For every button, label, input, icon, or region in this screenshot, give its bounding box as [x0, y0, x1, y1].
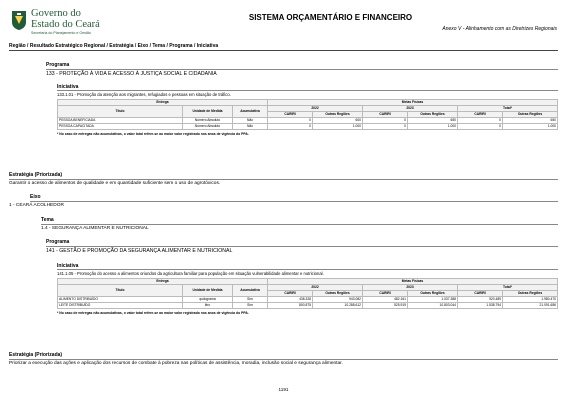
- cell-value: 1.000: [503, 124, 558, 130]
- estrategia-label: Estratégia (Priorizada): [9, 172, 558, 180]
- logo-text-line1: Governo do: [31, 8, 81, 19]
- metas-table: [57, 99, 558, 130]
- header-outras: Outras Regiões: [313, 112, 363, 118]
- iniciativa-value: 141.1.05 - Promoção do acesso a alimentos oriundos da agricultura familiar para população em situação vulnerabilidade alimentar e nutricional.: [57, 270, 324, 276]
- cell-value: 438.328: [268, 297, 313, 303]
- header-cariri: CARIRI: [268, 291, 313, 297]
- cell-acumulativa: Sim: [233, 297, 268, 303]
- cell-titulo: LEITE DISTRIBUÍDO: [58, 303, 183, 309]
- header-outras: Outras Regiões: [503, 112, 558, 118]
- metas-table: [57, 278, 558, 309]
- programa-label: Programa: [46, 239, 558, 247]
- cell-value: 1.980.470: [503, 297, 558, 303]
- page-title: SISTEMA ORÇAMENTÁRIO E FINANCEIRO: [248, 13, 413, 22]
- cell-value: 0: [268, 124, 313, 130]
- logo-text-line2: Estado do Ceará: [31, 19, 100, 30]
- programa-section-133: [46, 62, 558, 77]
- header-2023: 2023: [363, 106, 458, 112]
- header-entrega: Entrega: [58, 279, 268, 285]
- header-cariri: CARIRI: [458, 291, 503, 297]
- header-entrega: Entrega: [58, 100, 268, 106]
- cell-value: 0: [458, 124, 503, 130]
- eixo-section: [9, 194, 558, 209]
- cell-value: 10.803.044: [408, 303, 458, 309]
- header-outras: Outras Regiões: [313, 291, 363, 297]
- estrategia-section-2: [9, 352, 558, 367]
- estrategia-value: Garantir o acesso de alimentos de qualidade e em quantidade suficiente sem o uso de agrotóxicos.: [9, 180, 221, 186]
- tema-value: 1.4 - SEGURANÇA ALIMENTAR E NUTRICIONAL: [41, 225, 149, 231]
- cell-unidade: Número Absoluto: [183, 118, 233, 124]
- iniciativa-block-141: [57, 263, 558, 315]
- cell-value: 0: [363, 118, 408, 124]
- table-row: [58, 124, 558, 130]
- programa-label: Programa: [46, 62, 558, 70]
- cell-unidade: Número Absoluto: [183, 124, 233, 130]
- cell-unidade: litro: [183, 303, 233, 309]
- header-metas: Metas Físicas: [268, 279, 558, 285]
- header-2022: 2022: [268, 106, 363, 112]
- cell-value: 600: [313, 118, 363, 124]
- tema-label: Tema: [41, 217, 558, 225]
- cell-value: 10.288.612: [313, 303, 363, 309]
- header-2023: 2023: [363, 285, 458, 291]
- cell-value: 650: [503, 118, 558, 124]
- cell-value: 1.538.794: [458, 303, 503, 309]
- cell-titulo: PESSOA BENEFICIADA: [58, 118, 183, 124]
- header-cariri: CARIRI: [363, 291, 408, 297]
- page-subtitle: Anexo V - Alinhamento com as Diretrizes Regionais: [442, 26, 557, 32]
- header-total: Total*: [458, 106, 558, 112]
- programa-value: 141 - GESTÃO E PROMOÇÃO DA SEGURANÇA ALIMENTAR E NUTRICIONAL: [46, 247, 233, 254]
- cell-value: 0: [363, 124, 408, 130]
- header-cariri: CARIRI: [268, 112, 313, 118]
- cell-value: 1.000: [408, 124, 458, 130]
- header-titulo: Título: [58, 285, 183, 297]
- header-2022: 2022: [268, 285, 363, 291]
- cell-value: 0: [268, 118, 313, 124]
- table-note: * No caso de entregas não acumulativas, o valor total refere-se ao maior valor registrado nos anos de vigência do PPA.: [57, 131, 249, 136]
- cell-value: 0: [458, 118, 503, 124]
- cell-value: 800.875: [268, 303, 313, 309]
- breadcrumb-divider: [9, 50, 558, 51]
- page-number: 1191: [278, 387, 289, 392]
- cell-value: 525.919: [363, 303, 408, 309]
- cell-value: 920.489: [458, 297, 503, 303]
- header-cariri: CARIRI: [458, 112, 503, 118]
- iniciativa-label: Iniciativa: [57, 263, 558, 270]
- programa-section-141: [46, 239, 558, 254]
- estrategia-section-1: [9, 172, 558, 187]
- header-unidade: Unidade de Medida: [183, 106, 233, 118]
- iniciativa-label: Iniciativa: [57, 84, 558, 91]
- estrategia-label: Estratégia (Priorizada): [9, 352, 558, 360]
- header-acumulativa: Acumulativa: [233, 106, 268, 118]
- header-metas: Metas Físicas: [268, 100, 558, 106]
- table-note: * No caso de entregas não acumulativas, o valor total refere-se ao maior valor registrado nos anos de vigência do PPA.: [57, 310, 249, 315]
- header-cariri: CARIRI: [363, 112, 408, 118]
- header-outras: Outras Regiões: [503, 291, 558, 297]
- header-outras: Outras Regiões: [408, 291, 458, 297]
- tema-section: [41, 217, 558, 232]
- cell-titulo: PESSOA CAPACITADA: [58, 124, 183, 130]
- cell-value: 1.000: [313, 124, 363, 130]
- cell-acumulativa: Não: [233, 124, 268, 130]
- header-titulo: Título: [58, 106, 183, 118]
- estrategia-value: Priorizar a execução das ações e aplicação dos recursos de combate à pobreza nas políticas de assistência, moradia, inclusão social e segurança alimentar.: [9, 360, 343, 366]
- cell-value: 650: [408, 118, 458, 124]
- cell-value: 943.082: [313, 297, 363, 303]
- iniciativa-value: 133.1.01 - Promoção da atenção aos migrantes, refugiados e pessoas em situação de tráfico.: [57, 91, 231, 97]
- cell-titulo: ALIMENTO DISTRIBUÍDO: [58, 297, 183, 303]
- header-acumulativa: Acumulativa: [233, 285, 268, 297]
- cell-value: 482.161: [363, 297, 408, 303]
- cell-unidade: quilograma: [183, 297, 233, 303]
- cell-acumulativa: Não: [233, 118, 268, 124]
- cell-value: 21.091.656: [503, 303, 558, 309]
- header-total: Total*: [458, 285, 558, 291]
- header-unidade: Unidade de Medida: [183, 285, 233, 297]
- eixo-value: 1 - CEARÁ ACOLHEDOR: [9, 202, 64, 208]
- logo-text-line3: Secretaria do Planejamento e Gestão: [31, 31, 91, 35]
- header-outras: Outras Regiões: [408, 112, 458, 118]
- table-row: [58, 303, 558, 309]
- cell-acumulativa: Sim: [233, 303, 268, 309]
- programa-value: 133 - PROTEÇÃO À VIDA E ACESSO À JUSTIÇA SOCIAL E CIDADANIA: [46, 70, 217, 77]
- eixo-label: Eixo: [30, 194, 558, 202]
- breadcrumb: Região / Resultado Estratégico Regional / Estratégia / Eixo / Tema / Programa / Iniciativa: [9, 43, 219, 49]
- iniciativa-block-133: [57, 84, 558, 136]
- cell-value: 1.037.388: [408, 297, 458, 303]
